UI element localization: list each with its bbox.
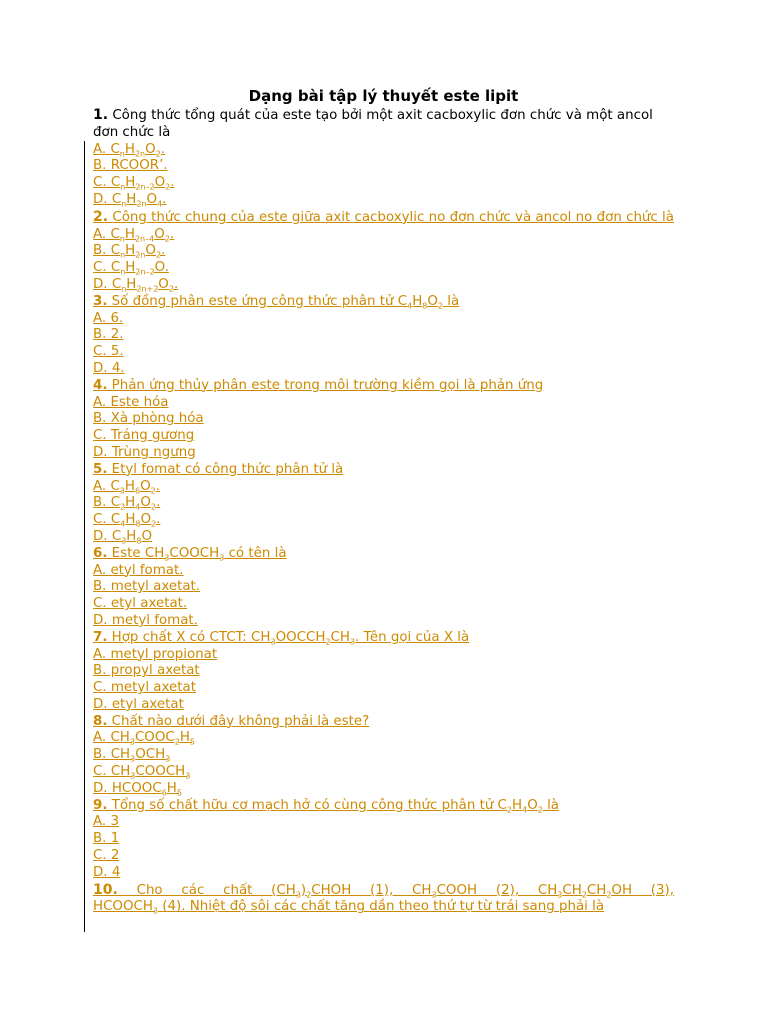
question-10-continued: $HCOOCH_3$ (4). Nhiệt độ sôi các chất tăng dần theo thứ tự từ trái sang phải là [93,899,605,917]
question-3: 3. Số đồng phân este ứng công thức phân tử $C_4H_8O_2$ là [93,293,460,311]
answer-option: D. etyl axetat [93,696,184,712]
answer-option: B. metyl axetat. [93,579,201,595]
question-7: 7. Hợp chất X có CTCT: $CH_3OOCCH_2CH_3$. Tên gọi của X là [93,629,470,647]
question-5 [93,462,674,479]
answer-option: C. etyl axetat. [93,596,188,612]
answer-option: C. $C_nH_{2n-2}O_2$. [93,175,175,192]
answer-option: B. RCOOR’. [93,158,168,174]
answer-option: C. 2 [93,848,120,864]
answer-option: B. $CH_3OCH_3$ [93,747,171,764]
answer-option: C. $CH_3COOCH_3$ [93,764,191,781]
answer-option: D. $C_nH_{2n+2}O_2$. [93,276,179,294]
question-number: 8. [93,713,108,729]
question-2 [93,209,674,227]
answer-option: B. 1 [93,831,120,847]
answer-option: D. 4. [93,360,125,376]
question-number: 10. [93,881,118,898]
question-text: Công thức tổng quát của este tạo bởi một axit cacboxylic đơn chức và một ancol đơn chức là [93,108,653,140]
question-8 [93,714,674,731]
answer-option: A. $C_nH_{2n}O_2$. [93,141,166,159]
answer-option: A. 6. [93,310,124,326]
answer-option: D. 4 [93,864,121,880]
answer-option: D. metyl fomat. [93,612,198,628]
answer-option: A. metyl propionat [93,646,218,662]
answer-option: A. $C_3H_6O_2$. [93,478,160,496]
question-text: Chất nào dưới đây không phải là este? [107,713,370,729]
answer-option: D. $C_nH_{2n}O_4$. [93,191,167,209]
question-number: 2. [93,208,109,225]
answer-option: D. $C_3H_8O$ [93,528,152,546]
question-number: 6. [93,545,108,561]
answer-option: B. 2. [93,327,124,343]
answer-option: B. $C_nH_{2n}O_2$. [93,243,166,261]
question-1 [93,107,674,142]
answer-option: A. Este hóa [93,394,169,410]
question-6: 6. Este $CH_3COOCH_3$ có tên là [93,545,287,563]
answer-option: D. $HCOOC_6H_5$ [93,780,182,798]
question-4 [93,378,674,395]
question-text: Phản ứng thủy phân este trong môi trường kiềm gọi là phản ứng [107,377,544,393]
document-body [93,87,674,916]
question-9: 9. Tổng số chất hữu cơ mạch hở có cùng công thức phân tử $C_2H_4O_2$ là [93,797,560,815]
answer-option: A. $C_nH_{2n-4}O_2$. [93,226,175,244]
question-number: 5. [93,461,108,477]
revision-bar [84,141,85,932]
answer-option: C. $C_nH_{2n-2}O$. [93,260,169,277]
answer-option: B. $C_2H_4O_2$. [93,495,161,512]
document-title: Dạng bài tập lý thuyết este lipit [248,87,519,105]
answer-option: B. Xà phòng hóa [93,411,204,427]
answer-option: C. $C_4H_8O_2$. [93,512,161,529]
answer-option: A. etyl fomat. [93,562,184,578]
answer-option: A. $CH_3COOC_2H_5$ [93,730,195,748]
question-10: 10. Cho các chất $(CH_3)_2CHOH$ (1), $CH_3COOH$ (2), $CH_3CH_2CH_2OH$ (3), [93,881,675,900]
answer-option: C. Tráng gương [93,428,195,444]
question-number: 1. [93,107,109,123]
question-number: 4. [93,377,108,393]
question-number: 9. [93,797,108,813]
answer-option: C. 5. [93,344,124,360]
answer-option: B. propyl axetat [93,663,200,679]
answer-option: A. 3 [93,814,119,830]
question-text: Etyl fomat có công thức phân tử là [107,461,344,477]
answer-option: C. metyl axetat [93,680,196,696]
question-number: 7. [93,629,108,645]
question-text: Công thức chung của este giữa axit cacboxylic no đơn chức và ancol no đơn chức là [112,209,674,225]
answer-option: D. Trùng ngưng [93,444,196,460]
question-number: 3. [93,293,108,309]
